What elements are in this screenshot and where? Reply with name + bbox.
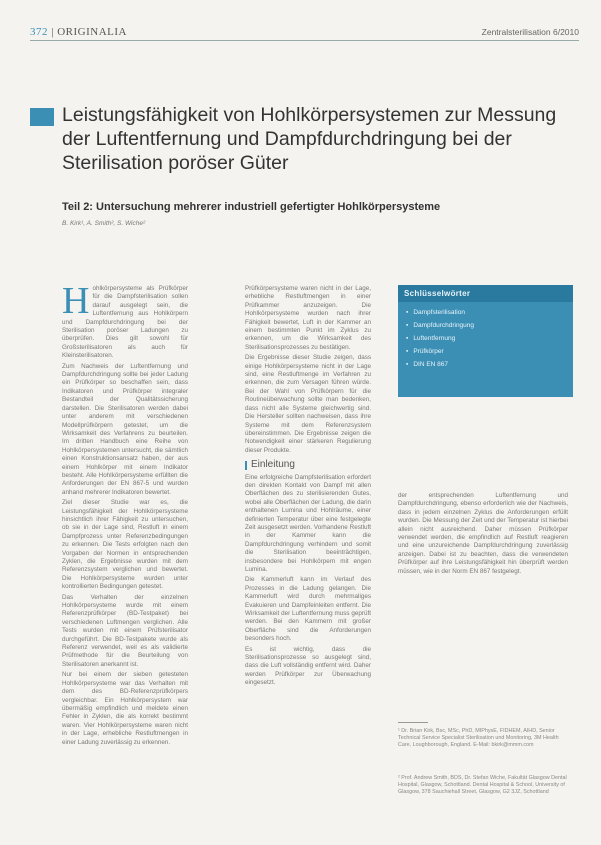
paragraph: ohlkörpersysteme als Prüfkörper für die Dampfsterilisation sollen darauf ausgelegt sein, die Luftentfernung aus Hohlkörpern und Dampfdurchdringung bei der Sterilisation poröser Ladungen zu überprüfen. Dies gilt sowohl für Großsterilisatoren als auch für Kleinsterilisatoren. bbox=[62, 285, 188, 360]
page-number: 372 bbox=[30, 26, 48, 38]
keyword-item: ▪ Dampfdurchdringung bbox=[406, 319, 565, 332]
keyword-item: ▪ DIN EN 867 bbox=[406, 358, 565, 371]
section-label: ORIGINALIA bbox=[57, 26, 127, 38]
footnote-rule bbox=[398, 722, 428, 723]
text-column-3 bbox=[398, 492, 568, 632]
keywords-box bbox=[398, 285, 573, 397]
paragraph: Ziel dieser Studie war es, die Leistungsfähigkeit der Hohlkörpersysteme hinsichtlich ihrer Fähigkeit zu untersuchen, ob sie in der Lage sind, Restluft in einem Dampfprozess unter Referenzbedingungen zu erkennen. Die Tests erfolgten nach den Vorgaben der Normen in entsprechenden Zyklen, die Ergebnisse wurden mit dem Referenzsystem verglichen und bewertet. Die Hohlkörpersysteme wurden unter kontrollierten Bedingungen getestet. bbox=[62, 499, 188, 591]
paragraph: Zum Nachweis der Luftentfernung und Dampfdurchdringung sollte bei jeder Ladung ein Prüfkörper so beschaffen sein, dass Indikatoren und Prüfkörper integraler Bestandteil der Qualitätssicherung darstellen. Die Sterilisatoren werden dabei unter anderem mit verschiedenen Modellprüfkörpern getestet, um die Wirksamkeit des Verfahrens zu beurteilen. Im dritten Handbuch eine Reihe von Hohlkörpersystemen untersucht, die sämtlich einen Konstruktionsansatz haben, der aus einem Hohlkörper mit einem Indikator besteht. Alle Hohlkörpersysteme erfüllten die Anforderungen der EN 867-5 und wurden anhand mehrerer Indikatoren bewertet. bbox=[62, 362, 188, 496]
paragraph: der entsprechenden Luftentfernung und Dampfdurchdringung, ebenso erforderlich wie der Nachweis, dass in jedem einzelnen Zyklus die Anforderungen erfüllt wurden. Die Messung der Zeit und der Temperatur ist hierbei allein nicht ausreichend. Daher müssen Prüfkörper verwendet werden, die empfindlich auf Restluft reagieren und eine unzureichende Dampfdurchdringung zuverlässig anzeigen. Dabei ist zu beachten, dass die verwendeten Prüfkörper auf ihre Leistungsfähigkeit hin überprüft werden müssen, wie in der Norm EN 867 festgelegt. bbox=[398, 492, 568, 575]
paragraph: Prüfkörpersysteme waren nicht in der Lage, erhebliche Restluftmengen in einer Prüfkammer anzuzeigen. Die Hohlkörpersysteme wurden nach ihrer Fähigkeit bewertet, Luft in der Kammer an einem bestimmten Punkt im Zyklus zu erkennen, um die Wirksamkeit des Sterilisationsprozesses zu bestätigen. bbox=[245, 285, 371, 351]
article-title: Leistungsfähigkeit von Hohlkörpersystemen zur Messung der Luftentfernung und Dampfdurchdringung bei der Sterilisation poröser Güter bbox=[62, 104, 557, 174]
journal-issue: Zentralsterilisation 6/2010 bbox=[481, 27, 579, 37]
text-column-2 bbox=[245, 285, 371, 845]
keywords-heading: Schlüsselwörter bbox=[398, 285, 573, 302]
paragraph: Es ist wichtig, dass die Sterilisationsprozesse so ausgelegt sind, dass die Luft vollständig entfernt wird. Daher werden Prüfkörper zur Überwachung eingesetzt. bbox=[245, 645, 371, 687]
footnote-2: ² Prof. Andrew Smith, BDS, Dr. Stefan Wiche, Fakultät Glasgow Dental Hospital, Glasgow, Schottland. Dental Hospital & School, University of Glasgow, 378 Sauchiehall Street, Glasgow, G2 3JZ, Schottland bbox=[398, 775, 567, 796]
footnote-1: ¹ Dr. Brian Kirk, Bsc, MSc, PhD, MIPhysE, FIDHEM, AIHD, Senior Technical Service Specialist Sterilisation und Monitoring, 3M Health Care, Loughborough, England. E-Mail: bkirk@mmm.com bbox=[398, 728, 559, 749]
paragraph: Die Kammerluft kann im Verlauf des Prozesses in die Ladung gelangen. Die Kammerluft wird durch mehrmaliges Evakuieren und Dampfeinleiten entfernt. Die Wirksamkeit der Luftentfernung muss geprüft werden. Bei den Kammern mit großer Oberfläche sind die Anforderungen besonders hoch. bbox=[245, 576, 371, 643]
keyword-item: ▪ Luftentfernung bbox=[406, 332, 565, 345]
keywords-list bbox=[398, 306, 573, 371]
keyword-item: ▪ Dampfsterilisation bbox=[406, 306, 565, 319]
drop-cap: H bbox=[62, 285, 90, 322]
text-column-1 bbox=[62, 285, 188, 845]
paragraph: Das Verhalten der einzelnen Hohlkörpersysteme wurde mit einem Referenzprüfkörper (BD-Testpaket) bei verschiedenen Luftmengen verglichen. Alle Tests wurden mit einem Prüfsterilisator durchgeführt. Die BD-Testpakete wurde als Referenz verwendet, weil es als validierte Prüfmethode für die Beurteilung von Sterilisatoren anerkannt ist. bbox=[62, 593, 188, 668]
header-rule bbox=[30, 40, 579, 41]
section-heading: Einleitung bbox=[245, 461, 371, 469]
article-subtitle: Teil 2: Untersuchung mehrerer industriell gefertigter Hohlkörpersysteme bbox=[62, 201, 441, 213]
paragraph: Die Ergebnisse dieser Studie zeigen, dass einige Hohlkörpersysteme nicht in der Lage sind, eine Restluftmenge im Verfahren zu erkennen, die zum Versagen führen würde. Bei der Wahl von Prüfkörpern für die Routineüberwachung sollte man bedenken, dass nicht alle Systeme gleichwertig sind. Die Hersteller sollten nachweisen, dass ihre Systeme mit dem Referenzsystem übereinstimmen. Die Ergebnisse zeigen die Notwendigkeit einer stärkeren Regulierung dieser Produkte. bbox=[245, 354, 371, 454]
paragraph: Eine erfolgreiche Dampfsterilisation erfordert den direkten Kontakt von Dampf mit allen Oberflächen des zu sterilisierenden Gutes, wobei alle Oberflächen der Ladung, die darin enthaltenen Lumina und Hohlräume, einer definierten Temperatur über eine festgelegte Zeit ausgesetzt werden. Vorhandene Restluft in der Kammer kann die Dampfdurchdringung verhindern und somit die Sterilisation beeinträchtigen, insbesondere bei Hohlkörpern mit engen Lumina. bbox=[245, 473, 371, 573]
article-authors: B. Kirk¹, A. Smith², S. Wiche² bbox=[62, 220, 146, 227]
running-header-section: 372 | ORIGINALIA bbox=[30, 26, 127, 38]
keyword-item: ▪ Prüfkörper bbox=[406, 345, 565, 358]
title-accent-bar bbox=[30, 108, 54, 126]
paragraph: Nur bei einem der sieben getesteten Hohlkörpersysteme war das Verhalten mit dem des BD-Referenzprüfkörpers vergleichbar. Ein Hohlkörpersystem war übermäßig empfindlich und meldete einen Fehler in Zyklen, die als korrekt bestimmt waren. Vier Hohlkörpersysteme waren nicht in der Lage, erhebliche Restluftmengen in einer Ladung zuverlässig zu erkennen. bbox=[62, 671, 188, 746]
